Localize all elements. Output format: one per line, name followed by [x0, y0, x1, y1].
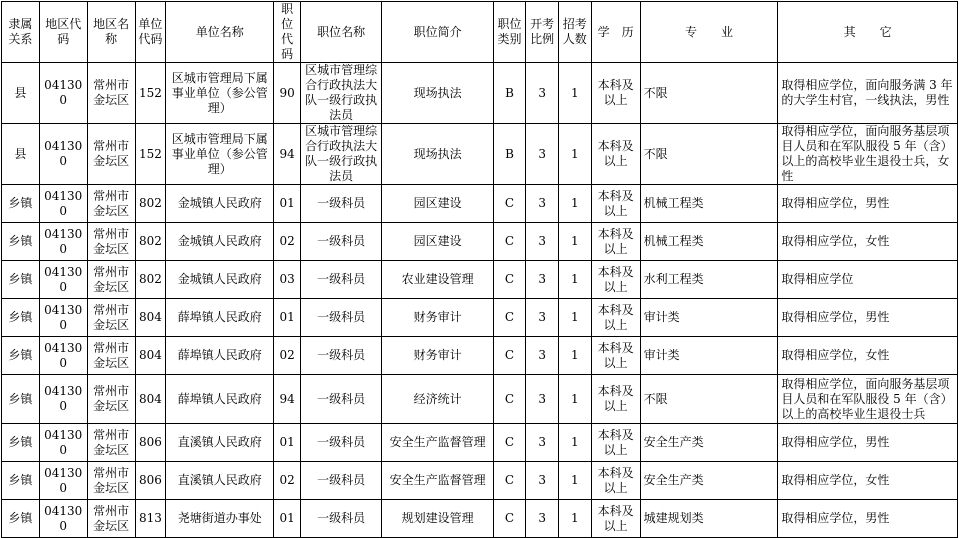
cell-position-category: C — [493, 299, 526, 337]
cell-unit-name: 薛埠镇人民政府 — [166, 375, 274, 424]
cell-relation: 县 — [2, 124, 40, 185]
cell-area-name: 常州市金坛区 — [87, 424, 135, 462]
cell-education: 本科及以上 — [591, 500, 640, 538]
cell-relation: 乡镇 — [2, 500, 40, 538]
cell-position-code: 01 — [274, 185, 301, 223]
cell-major: 审计类 — [640, 337, 778, 375]
table-row — [2, 500, 958, 538]
cell-position-code: 01 — [274, 424, 301, 462]
cell-position-description: 规划建设管理 — [382, 500, 493, 538]
cell-exam-ratio: 3 — [526, 63, 559, 124]
cell-position-name: 一级科员 — [300, 500, 382, 538]
cell-area-code: 041300 — [39, 124, 87, 185]
cell-education: 本科及以上 — [591, 185, 640, 223]
cell-position-category: C — [493, 185, 526, 223]
cell-position-category: C — [493, 462, 526, 500]
cell-exam-ratio: 3 — [526, 375, 559, 424]
cell-major: 安全生产类 — [640, 424, 778, 462]
cell-unit-name: 尧塘街道办事处 — [166, 500, 274, 538]
cell-major: 不限 — [640, 124, 778, 185]
cell-area-code: 041300 — [39, 63, 87, 124]
cell-unit-code: 804 — [135, 299, 166, 337]
table-row — [2, 261, 958, 299]
cell-other: 取得相应学位，面向服务满 3 年的大学生村官，一线执法，男性 — [778, 63, 958, 124]
cell-unit-code: 802 — [135, 261, 166, 299]
header-education: 学 历 — [591, 2, 640, 63]
cell-relation: 乡镇 — [2, 299, 40, 337]
cell-exam-ratio: 3 — [526, 462, 559, 500]
table-row — [2, 424, 958, 462]
cell-position-code: 02 — [274, 462, 301, 500]
cell-unit-code: 804 — [135, 375, 166, 424]
cell-area-code: 041300 — [39, 424, 87, 462]
header-row — [2, 2, 958, 63]
cell-recruit-count: 1 — [558, 424, 591, 462]
cell-position-name: 区城市管理综合行政执法大队一级行政执法员 — [300, 124, 382, 185]
cell-education: 本科及以上 — [591, 223, 640, 261]
cell-exam-ratio: 3 — [526, 223, 559, 261]
cell-position-description: 安全生产监督管理 — [382, 424, 493, 462]
cell-major: 审计类 — [640, 299, 778, 337]
cell-position-category: B — [493, 124, 526, 185]
table-row — [2, 337, 958, 375]
cell-major: 水利工程类 — [640, 261, 778, 299]
cell-education: 本科及以上 — [591, 124, 640, 185]
cell-major: 城建规划类 — [640, 500, 778, 538]
cell-area-name: 常州市金坛区 — [87, 337, 135, 375]
cell-position-description: 经济统计 — [382, 375, 493, 424]
cell-area-name: 常州市金坛区 — [87, 63, 135, 124]
cell-position-code: 94 — [274, 375, 301, 424]
cell-recruit-count: 1 — [558, 124, 591, 185]
cell-major: 不限 — [640, 375, 778, 424]
cell-relation: 乡镇 — [2, 375, 40, 424]
cell-exam-ratio: 3 — [526, 124, 559, 185]
cell-position-code: 03 — [274, 261, 301, 299]
cell-position-description: 园区建设 — [382, 185, 493, 223]
cell-recruit-count: 1 — [558, 261, 591, 299]
cell-education: 本科及以上 — [591, 462, 640, 500]
cell-exam-ratio: 3 — [526, 261, 559, 299]
cell-unit-name: 薛埠镇人民政府 — [166, 299, 274, 337]
cell-unit-code: 813 — [135, 500, 166, 538]
table-body — [2, 63, 958, 538]
cell-position-category: C — [493, 223, 526, 261]
cell-position-code: 02 — [274, 337, 301, 375]
cell-position-code: 94 — [274, 124, 301, 185]
cell-recruit-count: 1 — [558, 337, 591, 375]
cell-position-category: C — [493, 424, 526, 462]
cell-education: 本科及以上 — [591, 424, 640, 462]
cell-position-name: 一级科员 — [300, 261, 382, 299]
cell-other: 取得相应学位，男性 — [778, 424, 958, 462]
cell-exam-ratio: 3 — [526, 424, 559, 462]
cell-position-category: B — [493, 63, 526, 124]
header-position-code: 职位代码 — [274, 2, 301, 63]
header-position-description: 职位简介 — [382, 2, 493, 63]
cell-position-description: 园区建设 — [382, 223, 493, 261]
recruitment-table — [1, 1, 958, 538]
header-other: 其 它 — [778, 2, 958, 63]
cell-position-name: 一级科员 — [300, 223, 382, 261]
header-area-code: 地区代码 — [39, 2, 87, 63]
cell-other: 取得相应学位 — [778, 261, 958, 299]
table-row — [2, 124, 958, 185]
cell-relation: 乡镇 — [2, 223, 40, 261]
cell-relation: 乡镇 — [2, 337, 40, 375]
cell-exam-ratio: 3 — [526, 185, 559, 223]
cell-area-name: 常州市金坛区 — [87, 185, 135, 223]
cell-area-name: 常州市金坛区 — [87, 223, 135, 261]
cell-area-name: 常州市金坛区 — [87, 462, 135, 500]
cell-recruit-count: 1 — [558, 185, 591, 223]
cell-area-name: 常州市金坛区 — [87, 375, 135, 424]
cell-relation: 乡镇 — [2, 185, 40, 223]
header-unit-name: 单位名称 — [166, 2, 274, 63]
cell-unit-name: 直溪镇人民政府 — [166, 424, 274, 462]
cell-unit-name: 金城镇人民政府 — [166, 261, 274, 299]
cell-unit-code: 152 — [135, 63, 166, 124]
cell-area-code: 041300 — [39, 261, 87, 299]
cell-area-name: 常州市金坛区 — [87, 500, 135, 538]
cell-other: 取得相应学位，男性 — [778, 185, 958, 223]
cell-area-name: 常州市金坛区 — [87, 299, 135, 337]
cell-position-description: 财务审计 — [382, 337, 493, 375]
cell-other: 取得相应学位，女性 — [778, 462, 958, 500]
cell-position-name: 一级科员 — [300, 424, 382, 462]
cell-position-name: 一级科员 — [300, 299, 382, 337]
cell-exam-ratio: 3 — [526, 500, 559, 538]
cell-major: 安全生产类 — [640, 462, 778, 500]
header-area-name: 地区名称 — [87, 2, 135, 63]
cell-education: 本科及以上 — [591, 299, 640, 337]
cell-unit-name: 区城市管理局下属事业单位（参公管理） — [166, 63, 274, 124]
cell-area-code: 041300 — [39, 375, 87, 424]
cell-unit-name: 区城市管理局下属事业单位（参公管理） — [166, 124, 274, 185]
cell-position-code: 01 — [274, 299, 301, 337]
header-exam-ratio: 开考比例 — [526, 2, 559, 63]
cell-unit-code: 806 — [135, 462, 166, 500]
table-row — [2, 185, 958, 223]
cell-position-name: 一级科员 — [300, 375, 382, 424]
cell-area-code: 041300 — [39, 337, 87, 375]
cell-position-category: C — [493, 375, 526, 424]
cell-relation: 乡镇 — [2, 462, 40, 500]
cell-recruit-count: 1 — [558, 63, 591, 124]
cell-unit-code: 802 — [135, 185, 166, 223]
header-unit-code: 单位代码 — [135, 2, 166, 63]
cell-unit-name: 直溪镇人民政府 — [166, 462, 274, 500]
cell-recruit-count: 1 — [558, 375, 591, 424]
cell-other: 取得相应学位，男性 — [778, 299, 958, 337]
cell-position-description: 财务审计 — [382, 299, 493, 337]
cell-position-category: C — [493, 337, 526, 375]
cell-recruit-count: 1 — [558, 500, 591, 538]
cell-area-code: 041300 — [39, 185, 87, 223]
cell-unit-code: 152 — [135, 124, 166, 185]
table-row — [2, 223, 958, 261]
cell-area-code: 041300 — [39, 462, 87, 500]
cell-position-name: 区城市管理综合行政执法大队一级行政执法员 — [300, 63, 382, 124]
cell-position-category: C — [493, 500, 526, 538]
cell-exam-ratio: 3 — [526, 299, 559, 337]
cell-position-name: 一级科员 — [300, 185, 382, 223]
cell-relation: 县 — [2, 63, 40, 124]
cell-education: 本科及以上 — [591, 261, 640, 299]
cell-other: 取得相应学位，男性 — [778, 500, 958, 538]
cell-unit-name: 金城镇人民政府 — [166, 223, 274, 261]
cell-unit-code: 802 — [135, 223, 166, 261]
cell-recruit-count: 1 — [558, 299, 591, 337]
cell-unit-code: 806 — [135, 424, 166, 462]
cell-major: 机械工程类 — [640, 185, 778, 223]
cell-position-code: 02 — [274, 223, 301, 261]
cell-area-code: 041300 — [39, 500, 87, 538]
cell-other: 取得相应学位，女性 — [778, 337, 958, 375]
cell-position-description: 安全生产监督管理 — [382, 462, 493, 500]
cell-unit-name: 薛埠镇人民政府 — [166, 337, 274, 375]
header-major: 专 业 — [640, 2, 778, 63]
cell-position-code: 01 — [274, 500, 301, 538]
cell-position-name: 一级科员 — [300, 462, 382, 500]
table-row — [2, 462, 958, 500]
cell-relation: 乡镇 — [2, 261, 40, 299]
header-recruit-count: 招考人数 — [558, 2, 591, 63]
cell-education: 本科及以上 — [591, 375, 640, 424]
header-relation: 隶属关系 — [2, 2, 40, 63]
cell-recruit-count: 1 — [558, 223, 591, 261]
cell-other: 取得相应学位，面向服务基层项目人员和在军队服役 5 年（含）以上的高校毕业生退役士兵，女性 — [778, 124, 958, 185]
cell-other: 取得相应学位，女性 — [778, 223, 958, 261]
cell-area-code: 041300 — [39, 299, 87, 337]
table-row — [2, 299, 958, 337]
cell-exam-ratio: 3 — [526, 337, 559, 375]
table-header — [2, 2, 958, 63]
cell-unit-code: 804 — [135, 337, 166, 375]
table-row — [2, 63, 958, 124]
cell-area-name: 常州市金坛区 — [87, 124, 135, 185]
cell-position-name: 一级科员 — [300, 337, 382, 375]
cell-area-code: 041300 — [39, 223, 87, 261]
cell-major: 不限 — [640, 63, 778, 124]
cell-education: 本科及以上 — [591, 337, 640, 375]
table-row — [2, 375, 958, 424]
cell-relation: 乡镇 — [2, 424, 40, 462]
cell-position-category: C — [493, 261, 526, 299]
cell-position-description: 农业建设管理 — [382, 261, 493, 299]
cell-unit-name: 金城镇人民政府 — [166, 185, 274, 223]
header-position-name: 职位名称 — [300, 2, 382, 63]
cell-position-code: 90 — [274, 63, 301, 124]
header-position-category: 职位类别 — [493, 2, 526, 63]
cell-recruit-count: 1 — [558, 462, 591, 500]
cell-other: 取得相应学位，面向服务基层项目人员和在军队服役 5 年（含）以上的高校毕业生退役士兵 — [778, 375, 958, 424]
cell-education: 本科及以上 — [591, 63, 640, 124]
cell-position-description: 现场执法 — [382, 63, 493, 124]
cell-major: 机械工程类 — [640, 223, 778, 261]
cell-area-name: 常州市金坛区 — [87, 261, 135, 299]
cell-position-description: 现场执法 — [382, 124, 493, 185]
